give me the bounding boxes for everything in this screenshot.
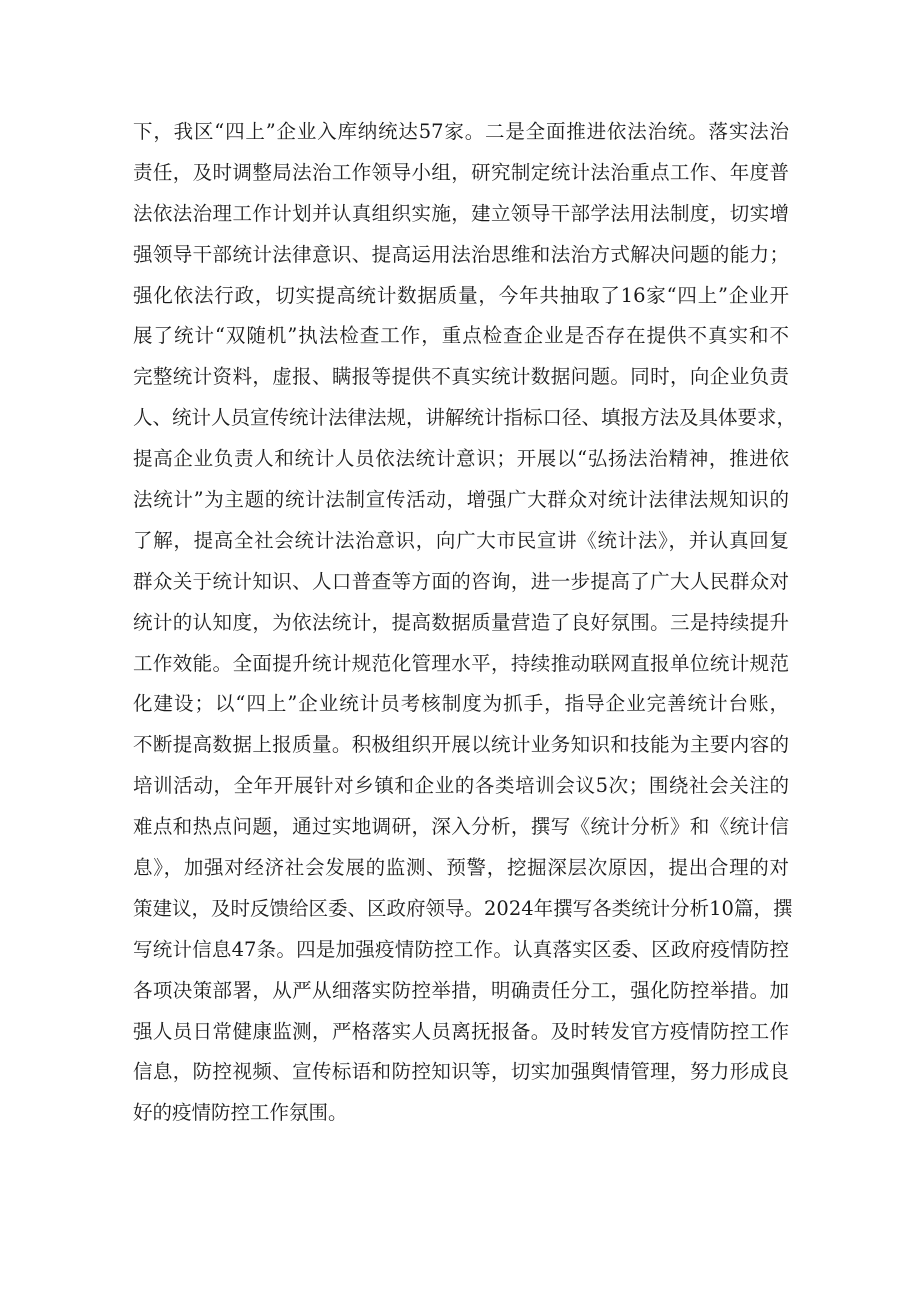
text-line-1: 下，我区“四上”企业入库纳统达57家。二是全面推进依法治统。落实法治 (133, 120, 789, 143)
text-line-18: 难点和热点问题，通过实地调研，深入分析，撰写《统计分析》和《统计信 (133, 815, 789, 839)
text-line-14: 工作效能。全面提升统计规范化管理水平，持续推动联网直报单位统计规范 (133, 651, 789, 675)
text-line-7: 完整统计资料，虚报、瞒报等提供不真实统计数据问题。同时，向企业负责 (133, 365, 789, 389)
text-line-11: 了解，提高全社会统计法治意识，向广大市民宣讲《统计法》，并认真回复 (133, 528, 789, 552)
text-line-16: 不断提高数据上报质量。积极组织开展以统计业务知识和技能为主要内容的 (133, 733, 789, 757)
body-paragraph (133, 112, 797, 1134)
text-line-9: 提高企业负责人和统计人员依法统计意识；开展以“弘扬法治精神，推进依 (133, 447, 789, 471)
text-line-5: 强化依法行政，切实提高统计数据质量，今年共抽取了16家“四上”企业开 (133, 283, 789, 307)
text-line-21: 写统计信息47条。四是加强疫情防控工作。认真落实区委、区政府疫情防控 (133, 937, 789, 961)
text-line-2: 责任，及时调整局法治工作领导小组，研究制定统计法治重点工作、年度普 (133, 160, 789, 184)
text-line-23: 强人员日常健康监测，严格落实人员离抚报备。及时转发官方疫情防控工作 (133, 1019, 789, 1043)
text-line-4: 强领导干部统计法律意识、提高运用法治思维和法治方式解决问题的能力； (133, 242, 789, 266)
text-line-10: 法统计”为主题的统计法制宣传活动，增强广大群众对统计法律法规知识的 (133, 488, 789, 512)
text-line-24: 信息，防控视频、宣传标语和防控知识等，切实加强舆情管理，努力形成良 (133, 1060, 789, 1084)
text-line-22: 各项决策部署，从严从细落实防控举措，明确责任分工，强化防控举措。加 (133, 978, 789, 1002)
text-line-3: 法依法治理工作计划并认真组织实施，建立领导干部学法用法制度，切实增 (133, 201, 789, 225)
text-line-20: 策建议，及时反馈给区委、区政府领导。2024年撰写各类统计分析10篇，撰 (133, 896, 793, 920)
text-line-12: 群众关于统计知识、人口普查等方面的咨询，进一步提高了广大人民群众对 (133, 569, 789, 593)
text-line-13: 统计的认知度，为依法统计，提高数据质量营造了良好氛围。三是持续提升 (133, 610, 789, 634)
text-line-6: 展了统计“双随机”执法检查工作，重点检查企业是否存在提供不真实和不 (133, 324, 789, 348)
text-line-15: 化建设；以“四上”企业统计员考核制度为抓手，指导企业完善统计台账， (133, 692, 789, 716)
text-line-8: 人、统计人员宣传统计法律法规，讲解统计指标口径、填报方法及具体要求， (133, 406, 797, 430)
text-line-19: 息》，加强对经济社会发展的监测、预警，挖掘深层次原因，提出合理的对 (133, 856, 789, 880)
text-line-17: 培训活动，全年开展针对乡镇和企业的各类培训会议5次；围绕社会关注的 (133, 774, 789, 798)
text-line-25: 好的疫情防控工作氛围。 (133, 1101, 348, 1125)
